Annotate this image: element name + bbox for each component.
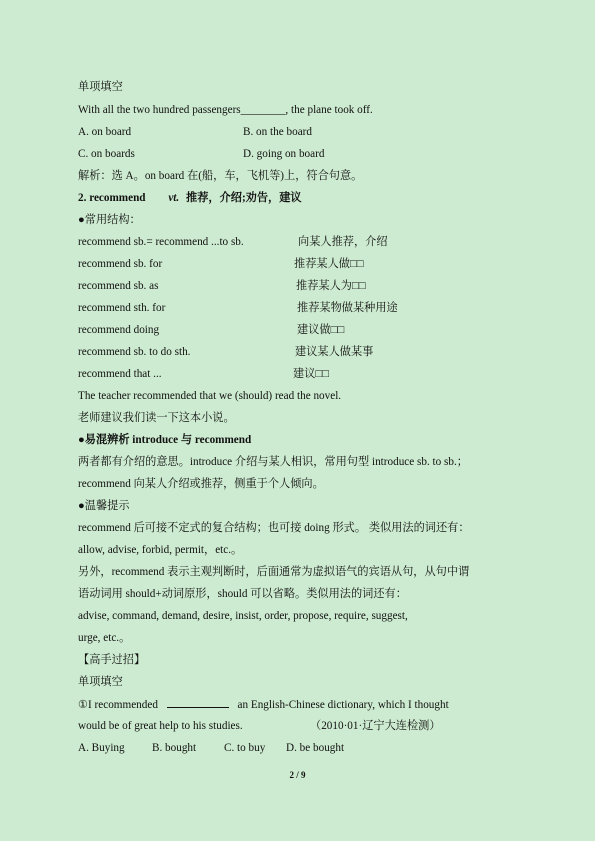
structure-en: recommend sb. for [78,258,163,270]
practice-subheading: 单项填空 [78,676,123,688]
tip-text-4: 语动词用 should+动词原形，should 可以省略。类似用法的词还有： [78,588,407,600]
confuse-heading: ●易混辨析 introduce 与 recommend [78,434,252,446]
example-cn: 老师建议我们读一下这本小说。 [78,412,235,424]
structure-en: recommend sb. as [78,280,159,292]
tip-text-5: advise, command, demand, desire, insist, order, propose, require, suggest, [78,610,408,622]
practice-option-c: C. to buy [224,742,266,754]
tip-heading: ●温馨提示 [78,500,130,512]
example-en: The teacher recommended that we (should) read the novel. [78,390,342,402]
structure-cn: 建议□□ [293,368,329,380]
tip-text-3: 另外，recommend 表示主观判断时，后面通常为虚拟语气的宾语从句，从句中谓 [78,566,470,578]
option-c: C. on boards [78,148,135,160]
answer-blank [167,697,229,708]
tip-text-2: allow, advise, forbid, permit，etc.。 [78,544,243,556]
section-heading: 单项填空 [78,81,123,93]
structure-en: recommend doing [78,324,160,336]
analysis-text: 解析：选 A。on board 在(船，车，飞机等)上，符合句意。 [78,170,363,182]
structure-heading: ●常用结构： [78,214,141,226]
option-b: B. on the board [243,126,312,138]
practice-option-d: D. be bought [286,742,345,754]
question-source: （2010·01·辽宁大连检测） [310,720,441,732]
practice-question-line-2: would be of great help to his studies. [78,720,243,732]
structure-cn: 推荐某人为□□ [296,280,366,292]
confuse-text-2: recommend 向某人介绍或推荐，侧重于个人倾向。 [78,478,324,490]
confuse-text-1: 两者都有介绍的意思。introduce 介绍与某人相识，常用句型 introduce sb. to sb.； [78,456,468,468]
option-d: D. going on board [243,148,325,160]
option-a: A. on board [78,126,132,138]
entry-meaning: 推荐，介绍;劝告，建议 [186,192,302,204]
question-end: an English-Chinese dictionary, which I thought [237,699,449,711]
structure-cn: 建议做□□ [297,324,345,336]
entry-word: 2. recommend [78,192,146,204]
page-number: 2 / 9 [289,770,306,780]
structure-cn: 推荐某人做□□ [294,258,364,270]
structure-cn: 向某人推荐，介绍 [298,236,388,248]
practice-question-line-1 [78,697,449,712]
structure-en: recommend sb. to do sth. [78,346,191,358]
entry-pos: vt. [168,192,180,204]
structure-cn: 建议某人做某事 [295,346,374,358]
structure-en: recommend sb.= recommend ...to sb. [78,236,244,248]
practice-option-a: A. Buying [78,742,125,754]
structure-en: recommend that ... [78,368,162,380]
practice-option-b: B. bought [152,742,197,754]
practice-heading: 【高手过招】 [78,654,146,666]
structure-en: recommend sth. for [78,302,166,314]
structure-cn: 推荐某物做某种用途 [297,302,398,314]
question-text: With all the two hundred passengers________, the plane took off. [78,104,373,116]
tip-text-1: recommend 后可接不定式的复合结构；也可接 doing 形式。 类似用法的词还有： [78,522,470,534]
entry-title [78,191,302,205]
tip-text-6: urge, etc.。 [78,632,131,644]
question-start: ①I recommended [78,699,158,711]
